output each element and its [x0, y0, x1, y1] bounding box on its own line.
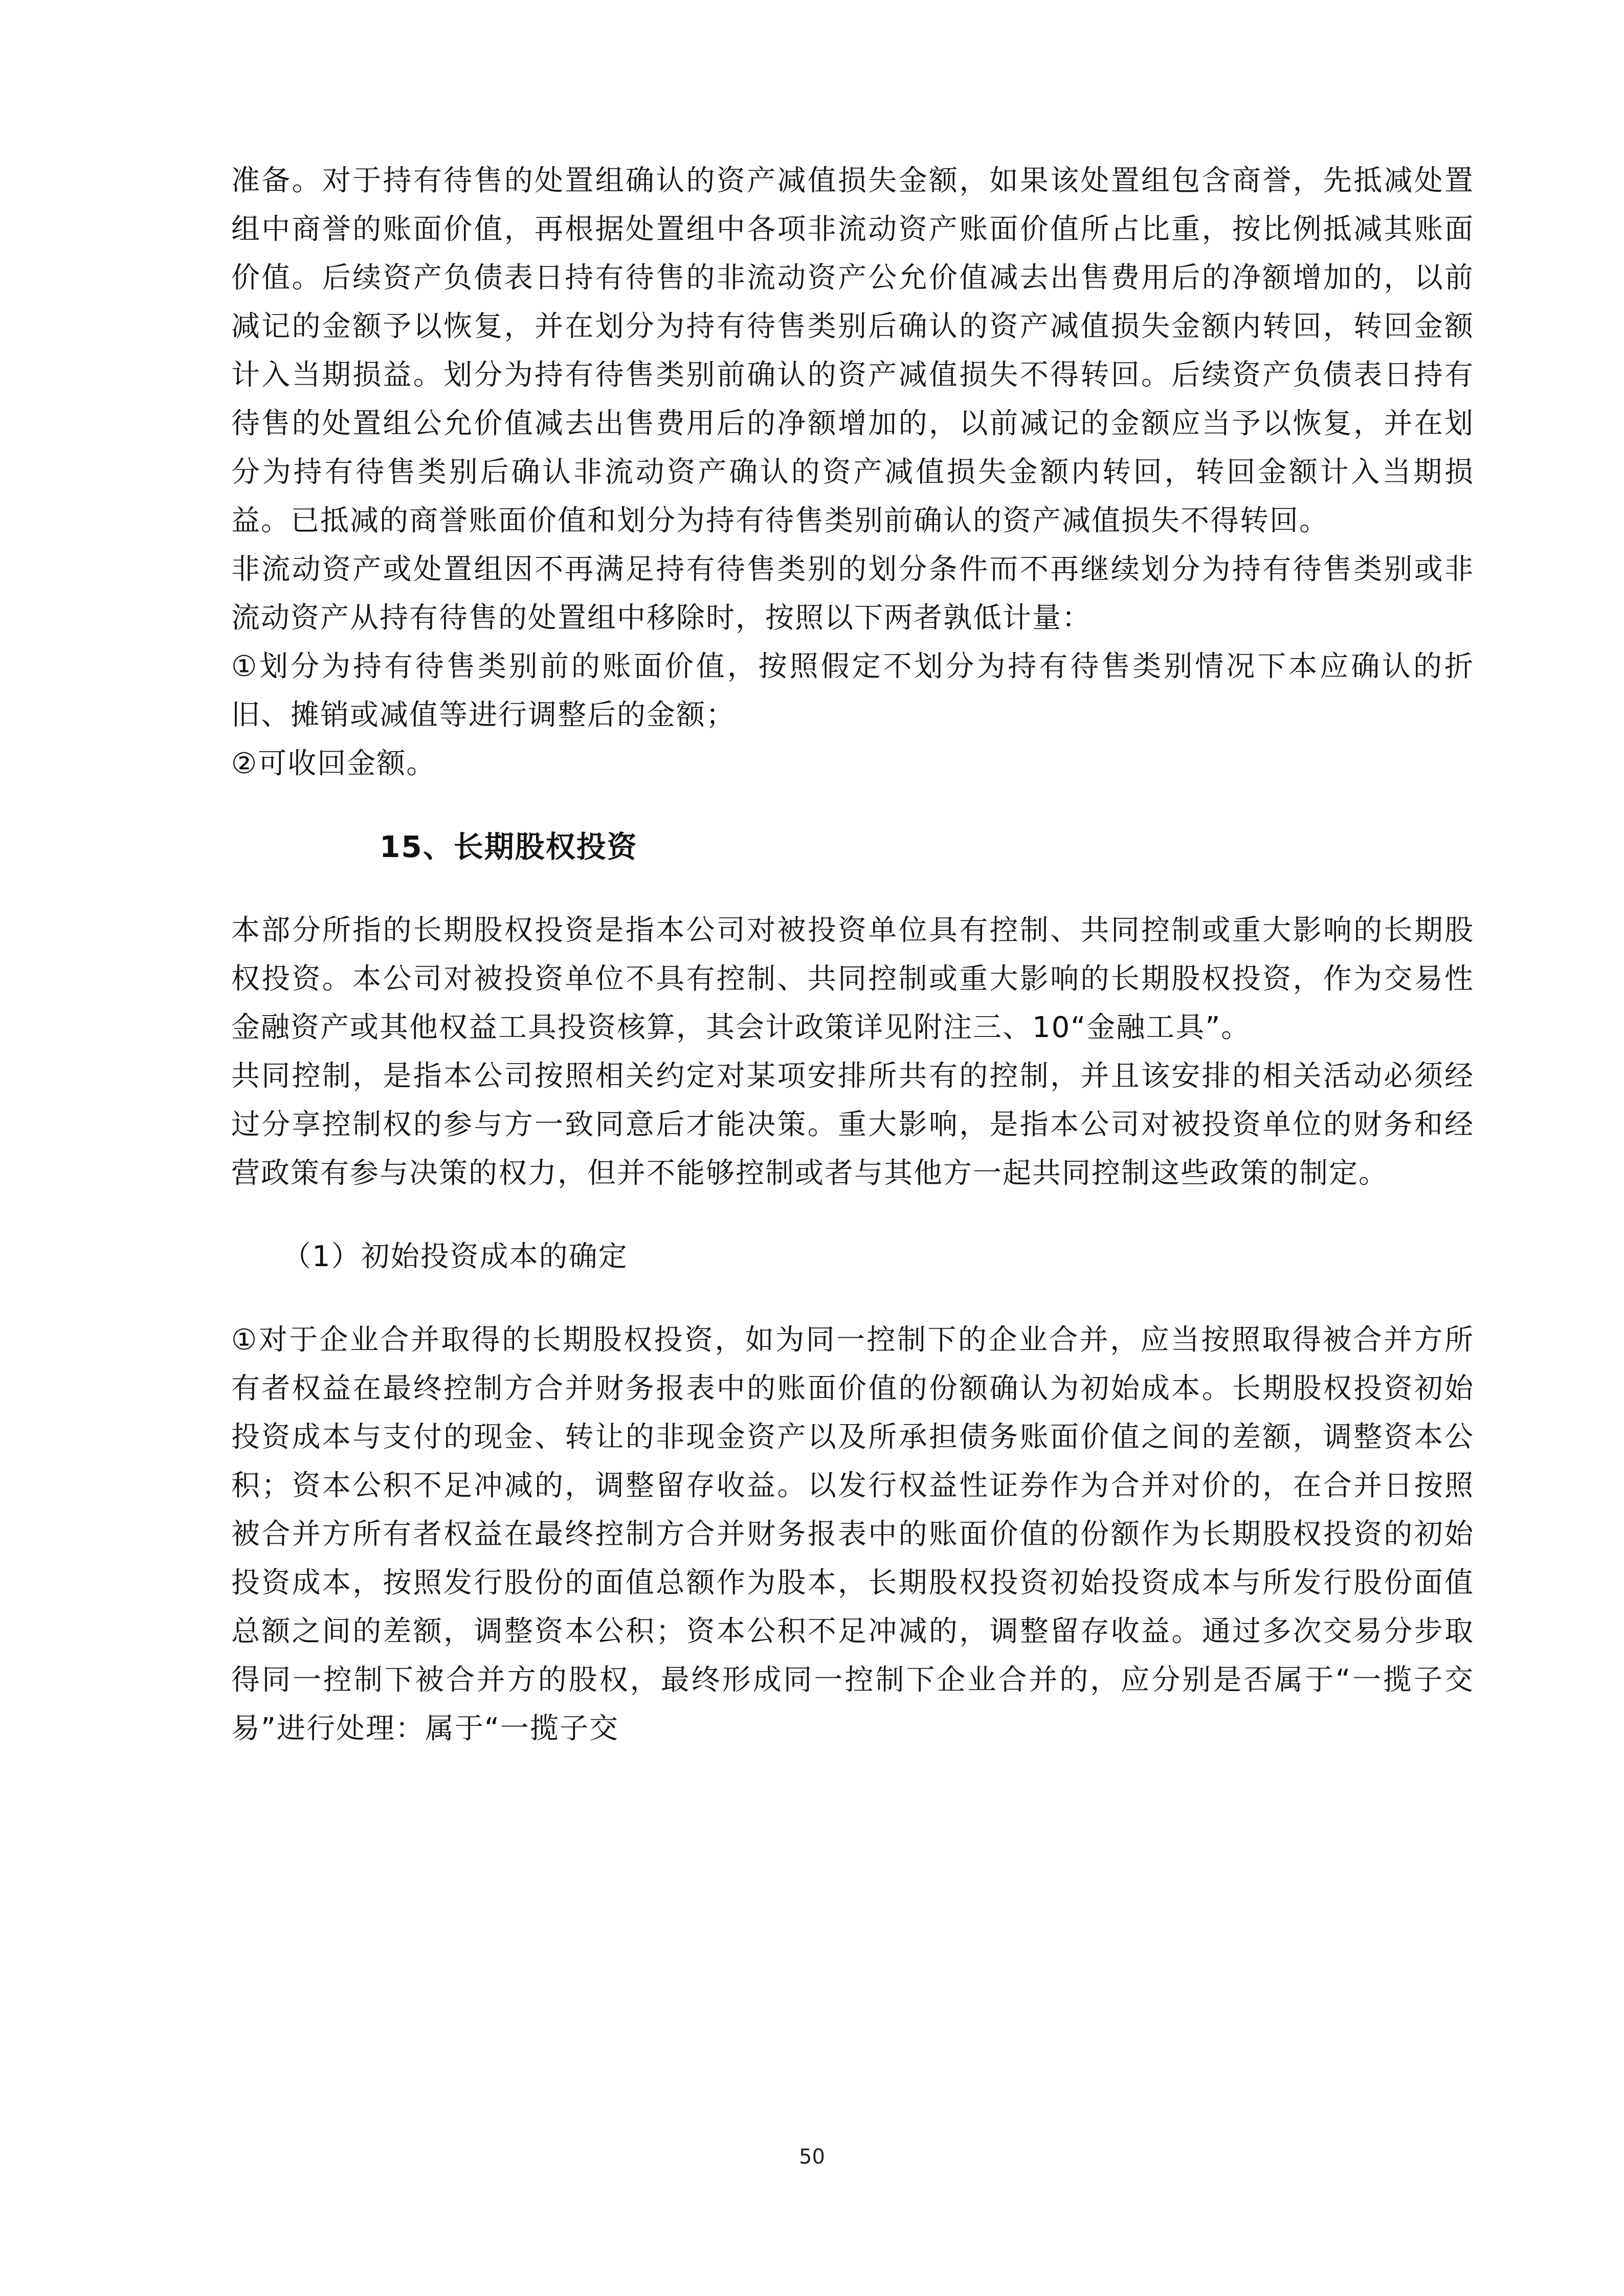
page-number: 50 — [799, 2145, 825, 2169]
paragraph-reclassification: 非流动资产或处置组因不再满足持有待售类别的划分条件而不再继续划分为持有待售类别或非流动资产从持有待售的处置组中移除时，按照以下两者孰低计量： — [231, 553, 1474, 635]
spacer — [231, 871, 1474, 906]
section-heading: 15、长期股权投资 — [380, 829, 638, 864]
paragraph-joint-control: 共同控制，是指本公司按照相关约定对某项安排所共有的控制，并且该安排的相关活动必须经过分享控制权的参与方一致同意后才能决策。重大影响，是指本公司对被投资单位的财务和经营政策有参与决策的权力，但并不能够控制或者与其他方一起共同控制这些政策的制定。 — [231, 1060, 1474, 1190]
sub-heading: （1）初始投资成本的确定 — [282, 1240, 628, 1273]
paragraph-definition: 本部分所指的长期股权投资是指本公司对被投资单位具有控制、共同控制或重大影响的长期股权投资。本公司对被投资单位不具有控制、共同控制或重大影响的长期股权投资，作为交易性金融资产或其他权益工具投资核算，其会计政策详见附注三、10“金融工具”。 — [231, 914, 1474, 1044]
paragraph-item-2: ②可收回金额。 — [231, 747, 436, 780]
paragraph-business-combination: ①对于企业合并取得的长期股权投资，如为同一控制下的企业合并，应当按照取得被合并方所有者权益在最终控制方合并财务报表中的账面价值的份额确认为初始成本。长期股权投资初始投资成本与支付的现金、转让的非现金资产以及所承担债务账面价值之间的差额，调整资本公积；资本公积不足冲减的，调整留存收益。以发行权益性证券作为合并对价的，在合并日按照被合并方所有者权益在最终控制方合并财务报表中的账面价值的份额作为长期股权投资的初始投资成本，按照发行股份的面值总额作为股本，长期股权投资初始投资成本与所发行股份面值总额之间的差额，调整资本公积；资本公积不足冲减的，调整留存收益。通过多次交易分步取得同一控制下被合并方的股权，最终形成同一控制下企业合并的，应分别是否属于“一揽子交易”进行处理：属于“一揽子交 — [231, 1323, 1474, 1745]
spacer — [231, 788, 1474, 823]
page-body — [231, 156, 1474, 1753]
spacer — [231, 1198, 1474, 1232]
spacer — [231, 1281, 1474, 1316]
paragraph-impairment-reversal: 准备。对于持有待售的处置组确认的资产减值损失金额，如果该处置组包含商誉，先抵减处置组中商誉的账面价值，再根据处置组中各项非流动资产账面价值所占比重，按比例抵减其账面价值。后续资产负债表日持有待售的非流动资产公允价值减去出售费用后的净额增加的，以前减记的金额予以恢复，并在划分为持有待售类别后确认的资产减值损失金额内转回，转回金额计入当期损益。划分为持有待售类别前确认的资产减值损失不得转回。后续资产负债表日持有待售的处置组公允价值减去出售费用后的净额增加的，以前减记的金额应当予以恢复，并在划分为持有待售类别后确认非流动资产确认的资产减值损失金额内转回，转回金额计入当期损益。已抵减的商誉账面价值和划分为持有待售类别前确认的资产减值损失不得转回。 — [231, 164, 1474, 537]
paragraph-item-1: ①划分为持有待售类别前的账面价值，按照假定不划分为持有待售类别情况下本应确认的折旧、摊销或减值等进行调整后的金额； — [231, 650, 1474, 732]
